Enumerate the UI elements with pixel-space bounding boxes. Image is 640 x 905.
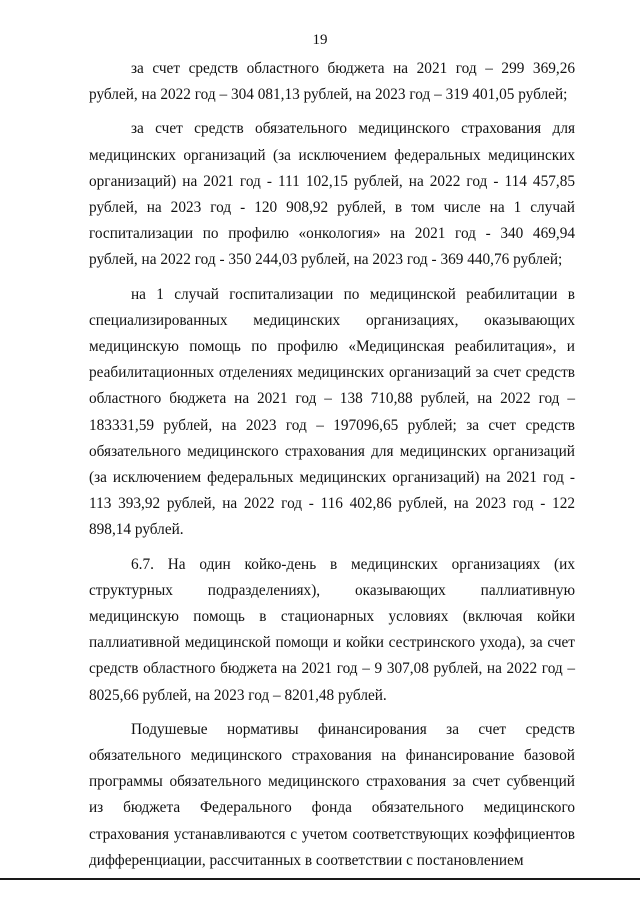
paragraph-per-capita-standards: Подушевые нормативы финансирования за счет средств обязательного медицинского страхования на финансирование базовой программы обязательного медицинского страхования за счет субвенций из бюджета Федерального фонда обязательного медицинского страхования устанавливаются с учетом соответствующих коэффициентов дифференциации, рассчитанных в соответствии с постановлением — [89, 720, 575, 869]
paragraph-palliative-bed-day: 6.7. На один койко-день в медицинских организациях (их структурных подразделениях), оказывающих паллиативную медицинскую помощь в стационарных условиях (включая койки паллиативной медицинской помощи и койки сестринского ухода), за счет средств областного бюджета на 2021 год – 9 307,08 рублей, на 2022 год – 8025,66 рублей, на 2023 год – 8201,48 рублей. — [89, 555, 575, 704]
page-number: 19 — [312, 32, 328, 48]
paragraph-regional-budget: за счет средств областного бюджета на 2021 год – 299 369,26 рублей, на 2022 год – 304 081,13 рублей, на 2023 год – 319 401,05 рублей; — [89, 60, 575, 104]
paragraph-rehabilitation: на 1 случай госпитализации по медицинской реабилитации в специализированных медицинских организациях, оказывающих медицинскую помощь по профилю «Медицинская реабилитация», и реабилитационных отделениях медицинских организаций за счет средств областного бюджета на 2021 год – 138 710,88 рублей, на 2022 год – 183331,59 рублей, на 2023 год – 197096,65 рублей; за счет средств обязательного медицинского страхования для медицинских организаций (за исключением федеральных медицинских организаций) на 2021 год - 113 393,92 рублей, на 2022 год - 116 402,86 рублей, на 2023 год - 122 898,14 рублей. — [89, 285, 575, 539]
paragraph-mandatory-insurance: за счет средств обязательного медицинского страхования для медицинских организаций (за исключением федеральных медицинских организаций) на 2021 год - 111 102,15 рублей, на 2022 год - 114 457,85 рублей, на 2023 год - 120 908,92 рублей, в том числе на 1 случай госпитализации по профилю «онкология» на 2021 год - 340 469,94 рублей, на 2022 год - 350 244,03 рублей, на 2023 год - 369 440,76 рублей; — [89, 120, 575, 269]
document-body — [89, 56, 575, 874]
page-bottom-rule — [0, 878, 640, 880]
